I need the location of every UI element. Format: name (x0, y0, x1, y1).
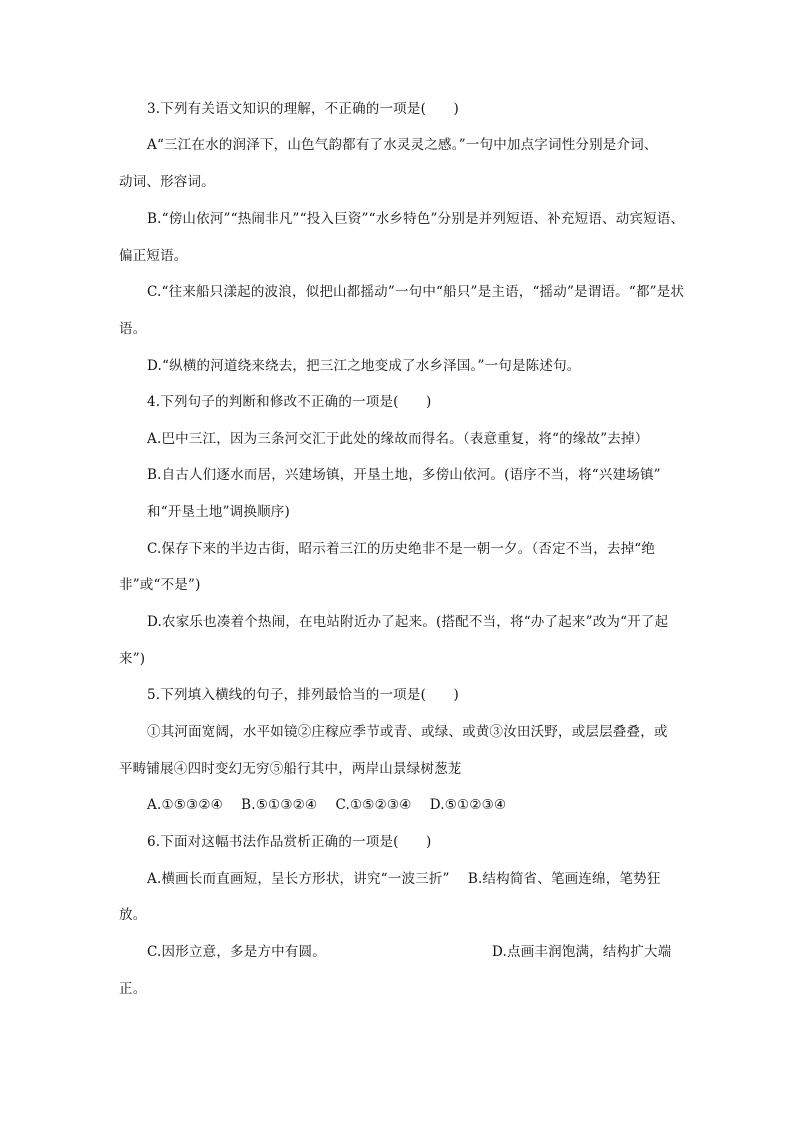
question-6-options-ab-continued: 放。 (119, 907, 147, 923)
question-4-option-c: C.保存下来的半边古街，昭示着三江的历史绝非不是一朝一夕。（否定不当，去掉“绝 (147, 541, 656, 557)
question-3-option-a: A“三江在水的润泽下，山色气韵都有了水灵灵之感。”一句中加点字词性分别是介词、 (147, 137, 658, 153)
question-6-stem: 6.下面对这幅书法作品赏析正确的一项是( ) (147, 834, 432, 850)
question-3-stem: 3.下列有关语文知识的理解，不正确的一项是( ) (147, 101, 459, 117)
question-4-option-d-continued: 来”) (119, 651, 146, 667)
question-4-stem: 4.下列句子的判断和修改不正确的一项是( ) (147, 394, 432, 410)
question-3-option-b: B.“傍山依河”“热闹非凡”“投入巨资”“水乡特色”分别是并列短语、补充短语、动宾短语、 (147, 211, 685, 227)
question-3-option-d: D.“纵横的河道绕来绕去，把三江之地变成了水乡泽国。”一句是陈述句。 (147, 358, 581, 374)
question-4-option-d: D.农家乐也凑着个热闹，在电站附近办了起来。(搭配不当，将“办了起来”改为“开了起 (147, 614, 669, 630)
question-6-option-d: D.点画丰润饱满，结构扩大端 (492, 944, 672, 960)
question-6-options-ab: A.横画长而直画短，呈长方形状，讲究“一波三折” B.结构简省、笔画连绵，笔势狂 (147, 871, 661, 887)
question-6-option-d-continued: 正。 (119, 981, 147, 997)
question-3-option-a-continued: 动词、形容词。 (119, 174, 215, 190)
question-4-option-b: B.自古人们逐水而居，兴建场镇，开垦土地，多傍山依河。(语序不当，将“兴建场镇” (147, 467, 661, 483)
question-4-option-a: A.巴中三江，因为三条河交汇于此处的缘故而得名。（表意重复，将“的缘故”去掉） (147, 431, 649, 447)
question-4-option-b-continued: 和“开垦土地”调换顺序) (147, 504, 290, 520)
question-6-option-c: C.因形立意，多是方中有圆。 (147, 944, 326, 960)
question-5-sentences-continued: 平畴铺展④四时变幻无穷⑤船行其中，两岸山景绿树葱茏 (119, 761, 462, 777)
question-4-option-c-continued: 非”或“不是”) (119, 577, 201, 593)
question-5-stem: 5.下列填入横线的句子，排列最恰当的一项是( ) (147, 687, 459, 703)
question-5-sentences: ①其河面宽阔，水平如镜②庄稼应季节或青、或绿、或黄③汝田沃野，或层层叠叠，或 (147, 724, 668, 740)
question-3-option-b-continued: 偏正短语。 (119, 248, 188, 264)
question-5-options: A.①⑤③②④ B.⑤①③②④ C.①⑤②③④ D.⑤①②③④ (147, 797, 507, 813)
question-3-option-c: C.“往来船只漾起的波浪，似把山都摇动”一句中“船只”是主语，“摇动”是谓语。“都”是状 (147, 284, 685, 300)
question-3-option-c-continued: 语。 (119, 321, 147, 337)
